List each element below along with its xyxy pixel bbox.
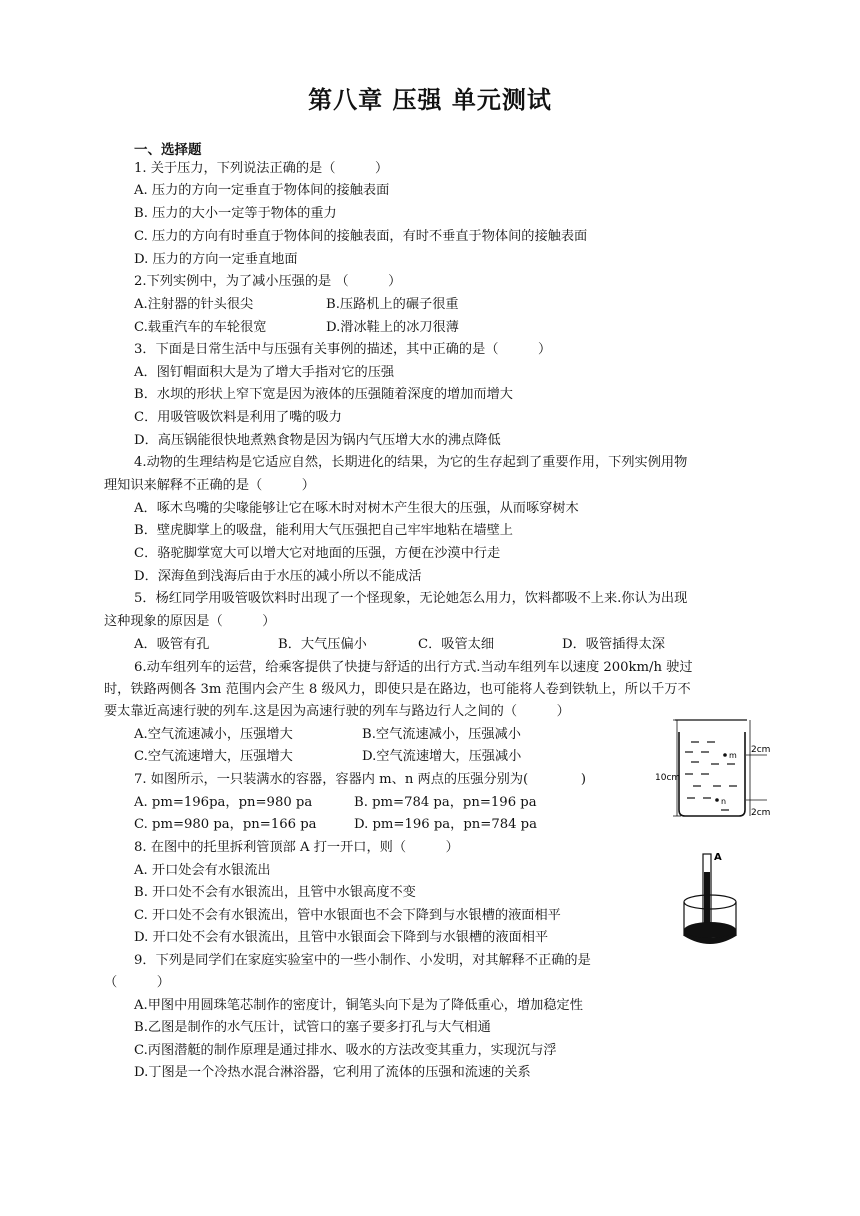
option: B. pm=784 pa，pn=196 pa [354, 795, 537, 810]
option: C. 压力的方向有时垂直于物体间的接触表面，有时不垂直于物体间的接触表面 [134, 229, 588, 244]
option: D. 开口处不会有水银流出，且管中水银面会下降到与水银槽的液面相平 [134, 930, 549, 945]
container-figure [655, 712, 785, 822]
option: A．啄木鸟嘴的尖喙能够让它在啄木时对树木产生很大的压强，从而啄穿树木 [134, 501, 579, 516]
option: A. 压力的方向一定垂直于物体间的接触表面 [134, 183, 390, 198]
question-stem: 7. 如图所示，一只装满水的容器，容器内 m、n 两点的压强分别为( ) [134, 772, 587, 787]
option: A.甲图中用圆珠笔芯制作的密度计，铜笔头向下是为了降低重心，增加稳定性 [134, 998, 583, 1013]
question-stem: 8. 在图中的托里拆利管顶部 A 打一开口，则（ ） [134, 840, 459, 855]
option: B. 压力的大小一定等于物体的重力 [134, 206, 337, 221]
question-stem-cont: 时，铁路两侧各 3m 范围内会产生 8 级风力，即使只是在路边，也可能将人卷到铁轨上，所以千万不 [104, 682, 691, 697]
point-a-label: A [714, 852, 722, 863]
question-stem-cont: 理知识来解释不正确的是（ ） [104, 478, 315, 493]
question-stem: 3．下面是日常生活中与压强有关事例的描述，其中正确的是（ ） [134, 342, 552, 357]
option: A．图钉帽面积大是为了增大手指对它的压强 [134, 365, 395, 380]
question-stem-cont: （ ） [104, 975, 170, 990]
option: C．用吸管吸饮料是利用了嘴的吸力 [134, 410, 342, 425]
option: D. pm=196 pa，pn=784 pa [354, 817, 537, 832]
option: B.压路机上的碾子很重 [326, 297, 459, 312]
option-row [134, 748, 521, 766]
option-row [134, 319, 459, 337]
option-row [134, 296, 459, 314]
option: D．高压锅能很快地煮熟食物是因为锅内气压增大水的沸点降低 [134, 433, 501, 448]
option: C. 开口处不会有水银流出，管中水银面也不会下降到与水银槽的液面相平 [134, 908, 561, 923]
point-m-label: m [729, 751, 737, 760]
question-stem: 4.动物的生理结构是它适应自然，长期进化的结果，为它的生存起到了重要作用，下列实例用物 [134, 455, 688, 470]
option: A.空气流速减小，压强增大 [134, 727, 293, 742]
page-title: 第八章 压强 单元测试 [308, 86, 552, 114]
question-stem: 6.动车组列车的运营，给乘客提供了快捷与舒适的出行方式.当动车组列车以速度 200km/h 驶过 [134, 660, 693, 675]
option: B. 开口处不会有水银流出，且管中水银高度不变 [134, 885, 416, 900]
option: B．大气压偏小 [278, 637, 367, 652]
option: A. pm=196pa，pn=980 pa [134, 795, 313, 810]
option: C.空气流速增大，压强增大 [134, 749, 293, 764]
question-stem: 9．下列是同学们在家庭实验室中的一些小制作、小发明，对其解释不正确的是 [134, 953, 591, 968]
option-row [134, 816, 537, 834]
option: C. pm=980 pa，pn=166 pa [134, 817, 317, 832]
height-label: 10cm [655, 773, 681, 783]
option-row [134, 794, 537, 812]
option: C.丙图潜艇的制作原理是通过排水、吸水的方法改变其重力，实现沉与浮 [134, 1043, 557, 1058]
question-stem-cont: 要太靠近高速行驶的列车.这是因为高速行驶的列车与路边行人之间的（ ） [104, 704, 570, 719]
option: D.空气流速增大，压强减小 [362, 749, 522, 764]
question-stem-cont: 这种现象的原因是（ ） [104, 614, 276, 629]
section-heading: 一、选择题 [134, 142, 202, 158]
option: D．深海鱼到浅海后由于水压的减小所以不能成活 [134, 569, 422, 584]
torricelli-figure [678, 850, 748, 950]
option: B.空气流速减小，压强减小 [362, 727, 521, 742]
option: D．吸管插得太深 [562, 637, 665, 652]
option: B．水坝的形状上窄下宽是因为液体的压强随着深度的增加而增大 [134, 387, 513, 402]
option: A. 开口处会有水银流出 [134, 863, 271, 878]
option: A．吸管有孔 [134, 637, 210, 652]
question-stem: 2.下列实例中，为了减小压强的是 （ ） [134, 274, 402, 289]
bottom-distance-label: 2cm [751, 808, 771, 818]
question-stem: 1. 关于压力，下列说法正确的是（ ） [134, 161, 389, 176]
top-distance-label: 2cm [751, 745, 771, 755]
option-row [134, 726, 521, 744]
option: D.滑冰鞋上的冰刀很薄 [326, 320, 459, 335]
option: D.丁图是一个冷热水混合淋浴器，它利用了流体的压强和流速的关系 [134, 1065, 531, 1080]
question-stem: 5．杨红同学用吸管吸饮料时出现了一个怪现象，无论她怎么用力，饮料都吸不上来.你认为出现 [134, 591, 688, 606]
point-n-label: n [721, 797, 727, 806]
option: B.乙图是制作的水气压计，试管口的塞子要多打孔与大气相通 [134, 1020, 491, 1035]
option: A.注射器的针头很尖 [134, 297, 254, 312]
option: B．壁虎脚掌上的吸盘，能利用大气压强把自己牢牢地粘在墙壁上 [134, 523, 513, 538]
option: C．骆驼脚掌宽大可以增大它对地面的压强，方便在沙漠中行走 [134, 546, 501, 561]
option: D. 压力的方向一定垂直地面 [134, 252, 298, 267]
option-row [134, 636, 665, 654]
option: C.载重汽车的车轮很宽 [134, 320, 267, 335]
option: C．吸管太细 [418, 637, 495, 652]
